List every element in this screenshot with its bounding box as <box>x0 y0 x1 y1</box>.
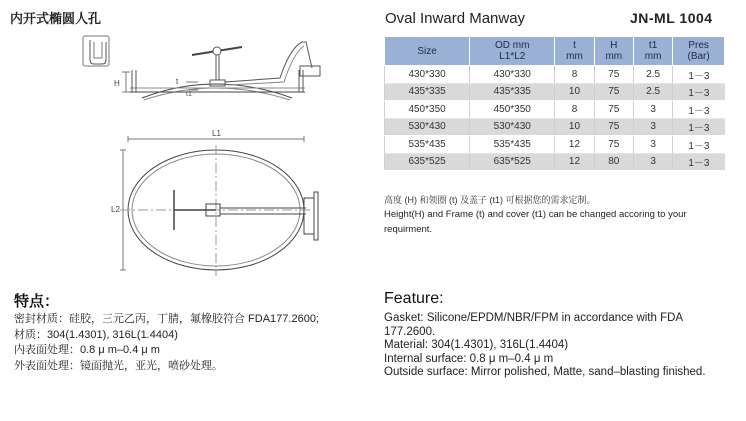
cell-od: 635*525 <box>470 153 555 171</box>
dim-t-label: t <box>176 77 179 86</box>
cell-h: 80 <box>594 153 633 171</box>
manway-drawing <box>80 30 330 280</box>
header-pres: Pres (Bar) <box>673 37 725 66</box>
model-number: JN-ML 1004 <box>630 10 713 26</box>
features-en-list <box>384 312 729 380</box>
feature-cn-internal: 内表面处理：0.8 μ m–0.4 μ m <box>14 344 160 356</box>
cell-h: 75 <box>594 66 633 84</box>
cell-size: 430*330 <box>385 66 470 84</box>
spec-table <box>384 36 725 171</box>
cell-size: 435*335 <box>385 83 470 101</box>
table-row <box>385 136 725 154</box>
cell-t1: 2.5 <box>633 83 672 101</box>
dim-l2-label: L2 <box>111 205 120 214</box>
cell-size: 535*435 <box>385 136 470 154</box>
feature-cn-gasket: 密封材质：硅胶，三元乙丙，丁腈，氟橡胶符合 FDA177.2600; <box>14 313 319 325</box>
cell-pres: 1－3 <box>673 153 725 171</box>
cell-t1: 3 <box>633 101 672 119</box>
cell-h: 75 <box>594 83 633 101</box>
cell-t: 12 <box>555 136 594 154</box>
cell-size: 530*430 <box>385 118 470 136</box>
cell-od: 535*435 <box>470 136 555 154</box>
cell-t: 10 <box>555 83 594 101</box>
feature-en-internal: Internal surface: 0.8 μ m–0.4 μ m <box>384 352 554 365</box>
cell-h: 75 <box>594 136 633 154</box>
cell-t1: 3 <box>633 153 672 171</box>
cell-pres: 1－3 <box>673 83 725 101</box>
cell-od: 430*330 <box>470 66 555 84</box>
header-t1: t1 mm <box>633 37 672 66</box>
features-cn-title: 特点： <box>14 293 60 310</box>
header-size: Size <box>385 37 470 66</box>
feature-cn-outside: 外表面处理：镜面抛光，亚光，喷砂处理。 <box>14 359 223 372</box>
feature-cn-material: 材质：304(1.4301), 316L(1.4404) <box>14 328 178 341</box>
note-en: Height(H) and Frame (t) and cover (t1) can be changed accoring to your requirment. <box>384 209 687 235</box>
cell-size: 635*525 <box>385 153 470 171</box>
cell-od: 530*430 <box>470 118 555 136</box>
cell-pres: 1－3 <box>673 101 725 119</box>
feature-en-material: Material: 304(1.4301), 316L(1.4404) <box>384 339 569 351</box>
cell-t1: 2.5 <box>633 66 672 84</box>
cell-t: 8 <box>555 101 594 119</box>
table-row <box>385 153 725 171</box>
header-od: OD mm L1*L2 <box>470 37 555 66</box>
detail-inset <box>83 36 109 66</box>
dim-t1-label: t1 <box>186 91 192 98</box>
cell-od: 450*350 <box>470 101 555 119</box>
table-row <box>385 66 725 84</box>
table-header-row <box>385 37 725 66</box>
header-h: H mm <box>594 37 633 66</box>
features-en-title: Feature: <box>384 290 444 307</box>
cell-od: 435*335 <box>470 83 555 101</box>
cell-pres: 1－3 <box>673 118 725 136</box>
cell-t1: 3 <box>633 136 672 154</box>
cell-t: 10 <box>555 118 594 136</box>
cell-pres: 1－3 <box>673 136 725 154</box>
feature-en-gasket: Gasket: Silicone/EPDM/NBR/FPM in accordance with FDA 177.2600. <box>384 312 683 338</box>
cell-t: 8 <box>555 66 594 84</box>
cell-pres: 1－3 <box>673 66 725 84</box>
top-view <box>120 136 318 276</box>
title-cn: 内开式椭圆人孔 <box>10 11 102 26</box>
cell-h: 75 <box>594 118 633 136</box>
table-row <box>385 118 725 136</box>
side-view <box>83 36 320 100</box>
table-row <box>385 101 725 119</box>
features-cn-list <box>14 312 374 374</box>
cell-t1: 3 <box>633 118 672 136</box>
feature-en-outside: Outside surface: Mirror polished, Matte, sand–blasting finished. <box>384 366 706 378</box>
cell-t: 12 <box>555 153 594 171</box>
cell-size: 450*350 <box>385 101 470 119</box>
dim-h-label: H <box>114 79 120 88</box>
dim-l1-label: L1 <box>212 129 221 138</box>
note-cn: 高度 (H) 和领圈 (t) 及盖子 (t1) 可根据您的需求定制。 <box>384 195 596 205</box>
cell-h: 75 <box>594 101 633 119</box>
title-en: Oval Inward Manway <box>385 10 526 27</box>
header-t: t mm <box>555 37 594 66</box>
table-row <box>385 83 725 101</box>
